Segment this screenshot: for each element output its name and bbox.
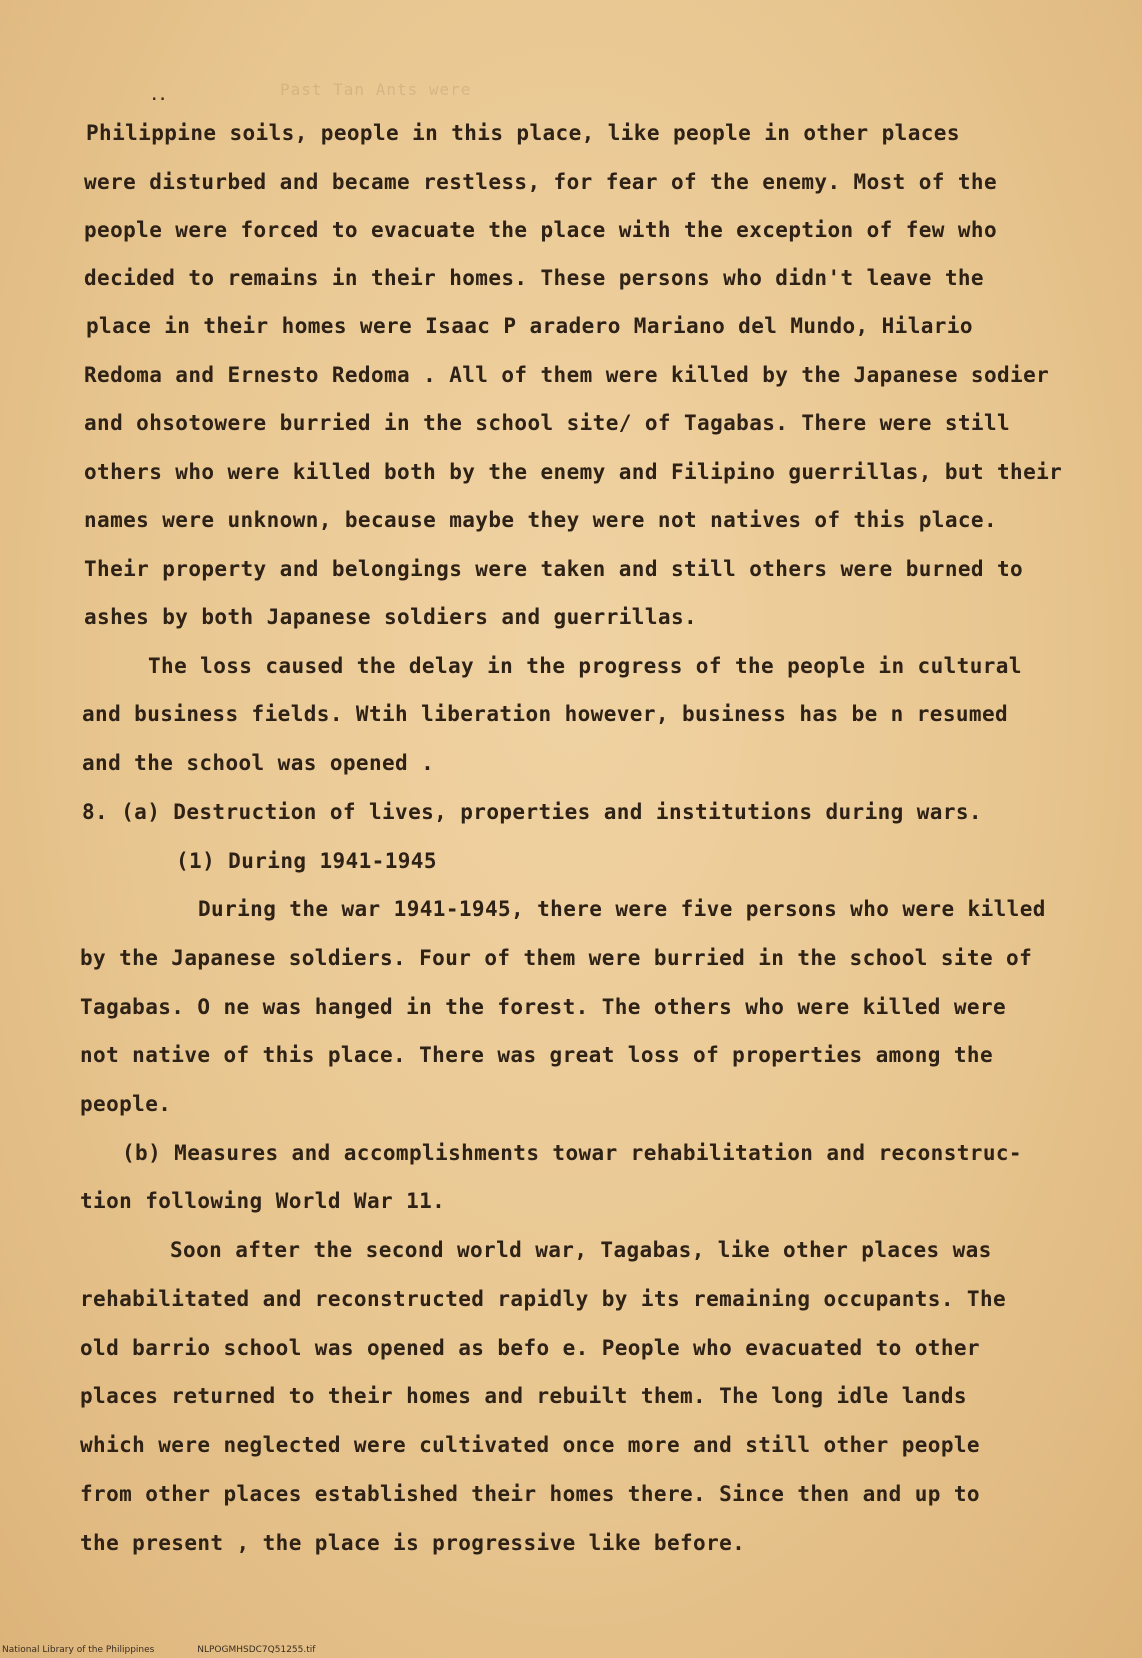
scan-footer bbox=[2, 1645, 355, 1655]
text-line: others who were killed both by the enemy and Filipino guerrillas, but their bbox=[84, 460, 1063, 484]
text-line: decided to remains in their homes. These persons who didn't leave the bbox=[84, 266, 984, 290]
text-line: tion following World War 11. bbox=[80, 1189, 446, 1213]
text-line: names were unknown, because maybe they were not natives of this place. bbox=[84, 508, 998, 532]
text-line: Philippine soils, people in this place, like people in other places bbox=[86, 121, 960, 145]
text-line: The loss caused the delay in the progress of the people in cultural bbox=[148, 654, 1022, 678]
text-line: which were neglected were cultivated once more and still other people bbox=[80, 1433, 980, 1457]
text-line: and the school was opened . bbox=[82, 751, 435, 775]
text-line: old barrio school was opened as befo e. People who evacuated to other bbox=[80, 1336, 980, 1360]
section-heading: 8. (a) Destruction of lives, properties and institutions during wars. bbox=[82, 800, 982, 824]
text-line: people were forced to evacuate the place with the exception of few who bbox=[84, 218, 998, 242]
text-line: by the Japanese soldiers. Four of them were burried in the school site of bbox=[80, 946, 1033, 970]
bleed-through-text: Past Tan Ants were bbox=[280, 80, 472, 99]
text-line: not native of this place. There was great loss of properties among the bbox=[80, 1043, 994, 1067]
text-line: Tagabas. O ne was hanged in the forest. The others who were killed were bbox=[80, 995, 1007, 1019]
text-line: people. bbox=[80, 1092, 172, 1116]
text-line: the present , the place is progressive like before. bbox=[80, 1531, 746, 1555]
text-line: Their property and belongings were taken and still others were burned to bbox=[84, 557, 1024, 581]
footer-filename: NLPOGMHSDC7Q51255.tif bbox=[197, 1645, 316, 1655]
text-line: and ohsotowere burried in the school site/ of Tagabas. There were still bbox=[84, 411, 1011, 435]
text-line: rehabilitated and reconstructed rapidly by its remaining occupants. The bbox=[80, 1287, 1007, 1311]
text-line: ashes by both Japanese soldiers and guerrillas. bbox=[84, 605, 698, 629]
text-line: Soon after the second world war, Tagabas, like other places was bbox=[170, 1238, 992, 1262]
text-line: place in their homes were Isaac P aradero Mariano del Mundo, Hilario bbox=[86, 314, 973, 338]
subsection-heading: (b) Measures and accomplishments towar rehabilitation and reconstruc- bbox=[122, 1141, 1022, 1165]
subsection-heading: (1) During 1941-1945 bbox=[176, 849, 437, 873]
text-line: During the war 1941-1945, there were five persons who were killed bbox=[198, 897, 1046, 921]
top-mark: .. bbox=[150, 88, 167, 104]
footer-institution: National Library of the Philippines bbox=[2, 1645, 155, 1655]
text-line: Redoma and Ernesto Redoma . All of them were killed by the Japanese sodier bbox=[84, 363, 1050, 387]
text-line: from other places established their homes there. Since then and up to bbox=[80, 1482, 980, 1506]
text-line: were disturbed and became restless, for fear of the enemy. Most of the bbox=[84, 170, 998, 194]
text-line: and business fields. Wtih liberation however, business has be n resumed bbox=[82, 702, 1009, 726]
text-line: places returned to their homes and rebuilt them. The long idle lands bbox=[80, 1384, 967, 1408]
